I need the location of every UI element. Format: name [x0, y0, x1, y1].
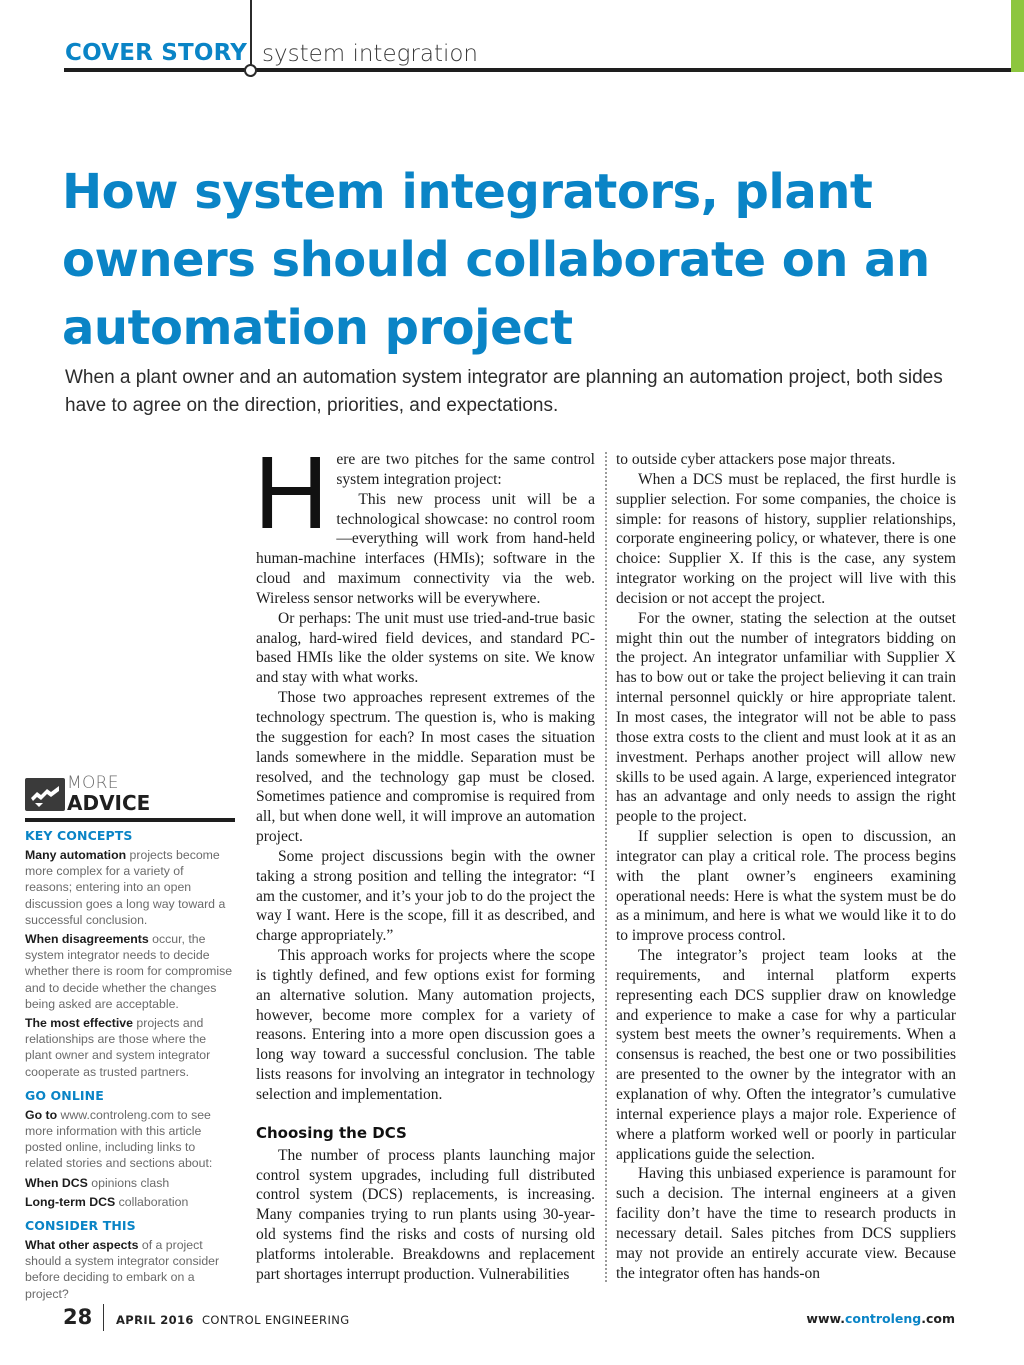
footer-separator — [103, 1304, 104, 1331]
website-link[interactable]: www.controleng.com — [806, 1311, 955, 1326]
key-concept-item: When disagreements occur, the system integrator needs to decide whether there is room for compromise and to decide whether the changes being asked are acceptable. — [25, 932, 233, 1011]
sidebar-advice-label: ADVICE — [67, 791, 151, 815]
body-paragraph: Some project discussions begin with the owner taking a strong position and telling the integrator: “I am the customer, and it’s your job to do the project the way I want. Here is the scope, fill it as described, and charge appropriately.” — [256, 847, 595, 945]
body-paragraph: When a DCS must be replaced, the first hurdle is supplier selection. For some companies, the choice is simple: for reasons of history, supplier relationships, corporate engineering policy, or whatever, there is one choice: Supplier X. If this is the case, any system integrator working on the project will live with this decision or not accept the project. — [616, 470, 956, 607]
article-headline: How system integrators, plant owners should collaborate on an automation project — [62, 164, 930, 356]
consider-this-text: What other aspects of a project should a system integrator consider before deciding to embark on a project? — [25, 1238, 220, 1301]
body-paragraph: This new process unit will be a technological showcase: no control room—everything will work from hand-held human-machine interfaces (HMIs); software in the cloud and maximum connectivity via the web. Wireless sensor networks will be everywhere. — [256, 490, 595, 607]
column-divider — [605, 452, 607, 1282]
key-concept-item: Many automation projects become more complex for a variety of reasons; entering into an open discussion goes a long way toward a successful conclusion. — [25, 848, 226, 927]
page-number: 28 — [63, 1305, 93, 1329]
intro-paragraph: Here are two pitches for the same control system integration project: — [254, 435, 595, 550]
body-column-1 — [254, 435, 595, 1290]
body-paragraph: Or perhaps: The unit must use tried-and-true basic analog, hard-wired field devices, and standard PC-based HMIs like the older systems on site. We know and stay with what works. — [256, 609, 595, 687]
header-rule — [64, 68, 1011, 72]
more-advice-sidebar — [25, 827, 233, 1302]
header-green-tab — [1011, 0, 1024, 72]
sidebar-more-label: MORE — [67, 773, 119, 793]
key-concepts-heading: KEY CONCEPTS — [25, 828, 133, 843]
body-column-2 — [616, 450, 956, 1290]
body-paragraph: The integrator’s project team looks at the requirements, and internal platform experts representing each DCS supplier draw on knowledge and experience to make a case for why a particular system best meets the owner’s requirements. When a consensus is reached, the best one or two possibilities are presented to the owner by the integrator with an explanation of why. Often the integrator’s cumulative internal experience plays a major role. Experience of where a platform worked well or poorly in particular applications guide the selection. — [616, 947, 956, 1163]
body-paragraph: Those two approaches represent extremes of the technology spectrum. The question is, who is making the suggestion for each? In most cases the situation lands somewhere in the middle. Separation must be resolved, and the technology gap must be closed. Sometimes patience and compromise is required from all, but when done well, it will improve an automation project. — [256, 689, 595, 846]
body-paragraph: to outside cyber attackers pose major threats. — [616, 451, 896, 468]
body-paragraph: Having this unbiased experience is paramount for such a decision. The internal engineers at a given facility don’t have the time to research products in necessary detail. Sales pitches from DCS suppliers may not provide an entirely accurate view. Because the integrator often has hands-on — [616, 1165, 956, 1282]
section-label: system integration — [262, 41, 479, 67]
more-advice-icon — [25, 778, 65, 811]
key-concept-item: The most effective projects and relationships are those where the plant owner and system integrator cooperate as trusted partners. — [25, 1016, 211, 1079]
issue-info: APRIL 2016 CONTROL ENGINEERING — [116, 1313, 350, 1327]
article-deck: When a plant owner and an automation system integrator are planning an automation project, both sides have to agree on the direction, priorities, and expectations. — [65, 367, 943, 416]
body-paragraph: This approach works for projects where the scope is tightly defined, and few options exist for forming an alternative solution. Many automation projects, however, become more complex for a variety of reasons. Entering into a more open discussion goes a long way toward a successful conclusion. The table lists reasons for involving an integrator in technology selection and implementation. — [256, 947, 595, 1103]
related-link-dcs-opinions[interactable]: When DCS opinions clash — [25, 1175, 170, 1190]
cover-story-kicker: COVER STORY — [65, 40, 248, 66]
body-paragraph: The number of process plants launching major control system upgrades, including full distributed control system (DCS) replacements, is increasing. Many companies trying to run plants using 30-year-old systems find the risks and costs of nursing old platforms intolerable. Breakdowns and replacement part shortages interrupt production. Vulnerabilities — [256, 1146, 595, 1283]
body-paragraph: For the owner, stating the selection at the outset might thin out the number of integrators bidding on the project. An integrator unfamiliar with Supplier X has to bow out or take the project believing it can train internal personnel quickly or hire appropriate talent. In most cases, the integrator will not be able to pass those extra costs to the client and must look at it as an investment. Perhaps another project will allow new skills to be used again. A large, experienced integrator has an advantage and only needs to assign the right people to the project. — [616, 609, 956, 826]
consider-this-heading: CONSIDER THIS — [25, 1218, 136, 1234]
related-link-long-term-dcs[interactable]: Long-term DCS collaboration — [25, 1194, 189, 1209]
go-online-text: Go to www.controleng.com to see more information with this article posted online, including links to related stories and sections about: — [25, 1107, 213, 1171]
go-online-heading: GO ONLINE — [25, 1087, 104, 1103]
body-paragraph: If supplier selection is open to discussion, an integrator can play a critical role. The process begins with the plant owner’s engineers examining operational needs: Here is what the system must be do as a minimum, and here is what we would like it to do to improve process control. — [616, 828, 956, 945]
subhead-choosing-dcs: Choosing the DCS — [256, 1123, 407, 1142]
sidebar-rule — [25, 818, 235, 822]
header-vertical-line — [250, 0, 252, 68]
drop-cap: H — [254, 435, 329, 550]
